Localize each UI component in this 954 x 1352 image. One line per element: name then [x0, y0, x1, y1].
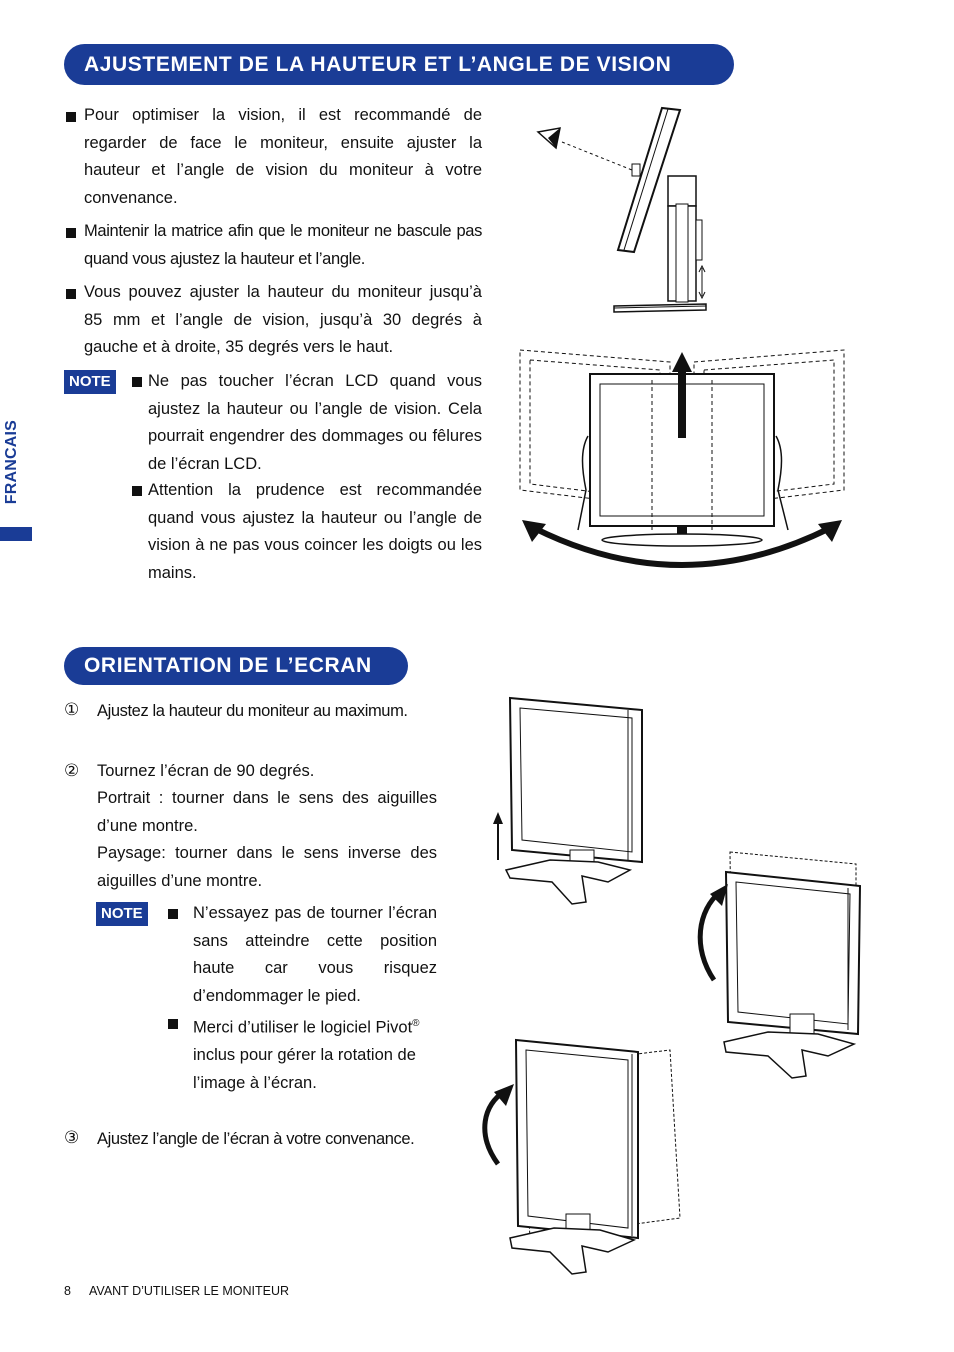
language-tab-bar — [0, 527, 32, 541]
paragraph-3: Vous pouvez ajuster la hauteur du moniteur jusqu’à 85 mm et l’angle de vision, jusqu’à 30 degrés à gauche et à droite, 35 degrés vers le haut. — [84, 283, 482, 356]
portrait-rotate-illustration — [470, 1038, 690, 1278]
page-number: 8 — [64, 1284, 71, 1298]
step-2-line-2: Portrait : tourner dans le sens des aiguilles d’une montre. — [97, 789, 437, 835]
bullet-icon — [168, 909, 178, 919]
bullet-icon — [168, 1019, 178, 1029]
orientation-note-1: N’essayez pas de tourner l’écran sans atteindre cette position haute car vous risquez d’endommager le pied. — [193, 904, 437, 1005]
note-item-1: Ne pas toucher l’écran LCD quand vous ajustez la hauteur ou l’angle de vision. Cela pourrait engendrer des dommages ou fêlures de l’écran LCD. — [148, 372, 482, 473]
paragraph-2: Maintenir la matrice afin que le moniteur ne bascule pas quand vous ajustez la hauteur et l’angle. — [84, 222, 482, 268]
pivot-text: Merci d’utiliser le logiciel Pivot — [193, 1018, 413, 1037]
registered-mark: ® — [412, 1018, 420, 1029]
step-1-text: Ajustez la hauteur du moniteur au maximum. — [97, 702, 408, 720]
pivot-rest: inclus pour gérer la rotation de l’image à l’écran. — [193, 1046, 416, 1092]
note-item-2: Attention la prudence est recommandée quand vous ajustez la hauteur ou l’angle de vision à ne pas vous coincer les doigts ou les mains. — [148, 481, 482, 582]
section-title-orientation: ORIENTATION DE L’ECRAN — [64, 647, 408, 685]
footer-title: AVANT D’UTILISER LE MONITEUR — [89, 1284, 290, 1298]
step-2-line-3: Paysage: tourner dans le sens inverse des aiguilles d’une montre. — [97, 844, 437, 890]
step-3-text: Ajustez l’angle de l’écran à votre convenance. — [97, 1130, 415, 1148]
landscape-rotate-illustration — [688, 850, 868, 1080]
eye-icon — [538, 128, 560, 148]
swivel-illustration — [512, 340, 852, 580]
step-number-2: ② — [64, 761, 80, 780]
monitor-raised-illustration — [490, 690, 650, 910]
note-badge: NOTE — [96, 902, 148, 926]
section-title-height-angle: AJUSTEMENT DE LA HAUTEUR ET L’ANGLE DE VISION — [64, 44, 734, 85]
paragraph-1: Pour optimiser la vision, il est recommandé de regarder de face le moniteur, ensuite ajuster la hauteur et l’angle de vision du moniteur à votre convenance. — [84, 106, 482, 207]
bullet-icon — [132, 486, 142, 496]
note-badge: NOTE — [64, 370, 116, 394]
language-tab: FRANCAIS — [3, 420, 20, 505]
bullet-icon — [66, 228, 76, 238]
step-2-line-1: Tournez l’écran de 90 degrés. — [97, 762, 315, 780]
bullet-icon — [66, 289, 76, 299]
orientation-note-2 — [193, 1010, 439, 1097]
side-view-illustration — [530, 100, 720, 320]
step-number-1: ① — [64, 700, 80, 719]
step-number-3: ③ — [64, 1128, 80, 1147]
bullet-icon — [132, 377, 142, 387]
bullet-icon — [66, 112, 76, 122]
